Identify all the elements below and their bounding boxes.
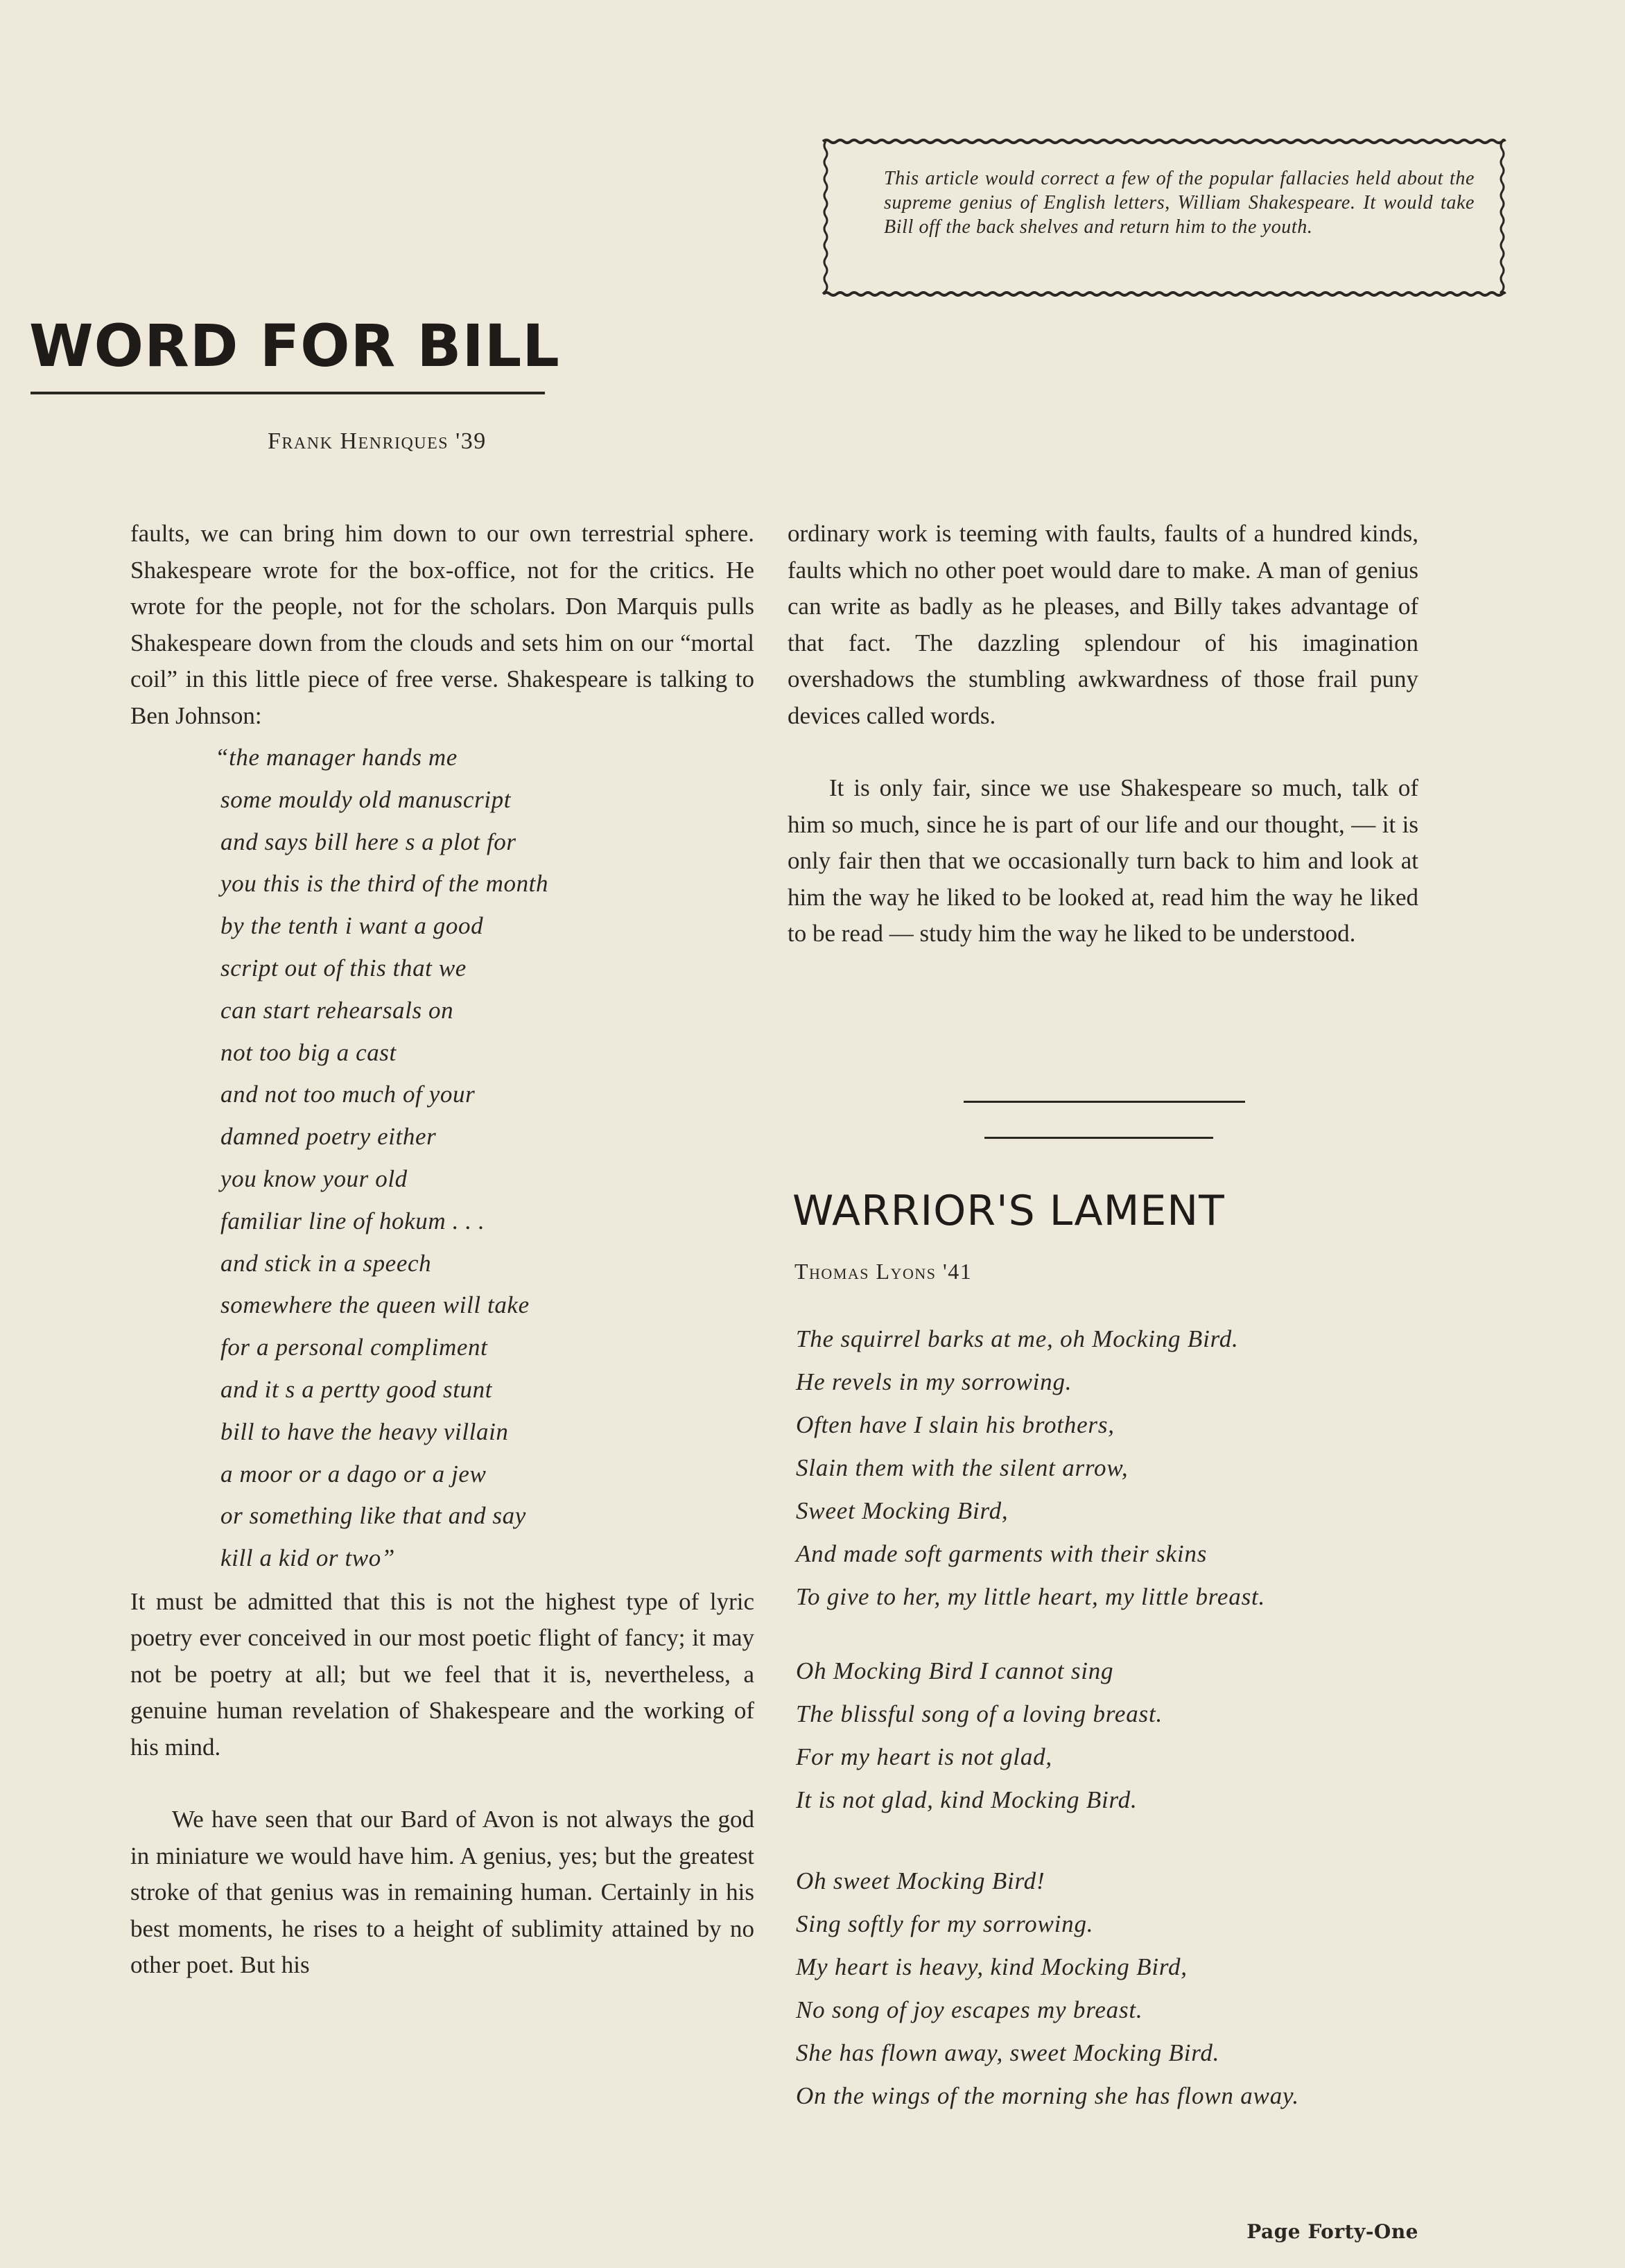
paragraph: We have seen that our Bard of Avon is not always the god in miniature we would have him. A genius, yes; but the greatest stroke of that genius was in remaining human. Certainly in his best moments, he rises to a height of sublimity attained by no other poet. But his — [130, 1806, 754, 1979]
article-title: WORD FOR BILL — [29, 312, 560, 380]
poem-line: can start rehearsals on — [220, 996, 454, 1024]
poem-line: and says bill here s a plot for — [220, 828, 516, 855]
poem-line: kill a kid or two” — [220, 1544, 395, 1572]
title-underline — [31, 392, 545, 394]
poem-line: you this is the third of the month — [220, 870, 549, 898]
poem-line: Sweet Mocking Bird, — [796, 1497, 1009, 1524]
poem-line: damned poetry either — [220, 1123, 437, 1151]
poem-line: not too big a cast — [220, 1038, 397, 1066]
poem-title: WARRIOR'S LAMENT — [792, 1187, 1225, 1235]
poem-line: On the wings of the morning she has flown away. — [796, 2082, 1299, 2109]
poem-line: Sing softly for my sorrowing. — [796, 1910, 1094, 1937]
paragraph: faults, we can bring him down to our own terrestrial sphere. Shakespeare wrote for the box-office, not for the critics. He wrote for the people, not for the scholars. Don Marquis pulls Shakespeare down from the clouds and sets him on our “mortal coil” in this little piece of free verse. Shakespeare is talking to Ben Johnson: — [130, 520, 754, 729]
poem-line: He revels in my sorrowing. — [796, 1368, 1072, 1395]
left-column — [130, 516, 754, 1984]
poem-byline: Thomas Lyons '41 — [794, 1259, 973, 1284]
poem-line: and stick in a speech — [220, 1249, 432, 1277]
poem-line: somewhere the queen will take — [220, 1291, 530, 1319]
poem-line: It is not glad, kind Mocking Bird. — [796, 1786, 1138, 1813]
poem-line: My heart is heavy, kind Mocking Bird, — [796, 1953, 1188, 1980]
poem-line: or something like that and say — [220, 1502, 526, 1530]
poem-line: you know your old — [220, 1164, 408, 1192]
poem-line: bill to have the heavy villain — [220, 1418, 509, 1445]
paragraph: ordinary work is teeming with faults, faults of a hundred kinds, faults which no other poet would dare to make. A man of genius can write as badly as he pleases, and Billy takes advantage of that fact. The dazzling splendour of his imagination overshadows the stumbling awkwardness of those frail puny devices called words. — [788, 520, 1418, 729]
poem-line: The squirrel barks at me, oh Mocking Bird. — [796, 1325, 1239, 1352]
lament-stanza-1 — [796, 1318, 1265, 1619]
editor-note-text: This article would correct a few of the popular fallacies held about the supreme genius of English letters, William Shakespeare. It would take Bill off the back shelves and return him to the youth. — [884, 168, 1475, 238]
article-byline: Frank Henriques '39 — [268, 428, 487, 454]
poem-line: script out of this that we — [220, 954, 467, 982]
poem-line: some mouldy old manuscript — [220, 785, 512, 813]
poem-line: familiar line of hokum . . . — [220, 1207, 485, 1235]
poem-line: Slain them with the silent arrow, — [796, 1454, 1129, 1481]
section-divider — [964, 1101, 1245, 1103]
poem-line: Often have I slain his brothers, — [796, 1411, 1115, 1438]
poem-line: and not too much of your — [220, 1081, 476, 1108]
lament-stanza-3 — [796, 1860, 1299, 2118]
poem-line: for a personal compliment — [220, 1334, 488, 1361]
poem-line: Oh Mocking Bird I cannot sing — [796, 1657, 1114, 1684]
right-column — [788, 516, 1418, 952]
poem-line: and it s a pertty good stunt — [220, 1375, 493, 1403]
marquis-poem — [215, 737, 754, 1580]
poem-line: a moor or a dago or a jew — [220, 1460, 487, 1488]
editor-note-box — [820, 136, 1508, 299]
poem-line: And made soft garments with their skins — [796, 1540, 1208, 1567]
lament-stanza-2 — [796, 1650, 1163, 1822]
page-number: Page Forty-One — [1246, 2220, 1418, 2243]
poem-line: by the tenth i want a good — [220, 912, 484, 940]
poem-line: No song of joy escapes my breast. — [796, 1996, 1143, 2023]
poem-line: To give to her, my little heart, my little breast. — [796, 1583, 1266, 1610]
poem-line: She has flown away, sweet Mocking Bird. — [796, 2039, 1220, 2066]
paragraph: It must be admitted that this is not the highest type of lyric poetry ever conceived in our most poetic flight of fancy; it may not be poetry at all; but we feel that it is, nevertheless, a genuine human revelation of Shakespeare and the working of his mind. — [130, 1587, 754, 1761]
paragraph: It is only fair, since we use Shakespeare so much, talk of him so much, since he is part of our life and our thought, — it is only fair then that we occasionally turn back to him and look at him the way he liked to be looked at, read him the way he liked to be read — study him the way he liked to be understood. — [788, 774, 1418, 947]
poem-line: The blissful song of a loving breast. — [796, 1700, 1163, 1727]
poem-line: Oh sweet Mocking Bird! — [796, 1867, 1045, 1894]
section-divider — [984, 1137, 1213, 1139]
poem-line: “the manager hands me — [215, 744, 458, 771]
poem-line: For my heart is not glad, — [796, 1743, 1052, 1770]
